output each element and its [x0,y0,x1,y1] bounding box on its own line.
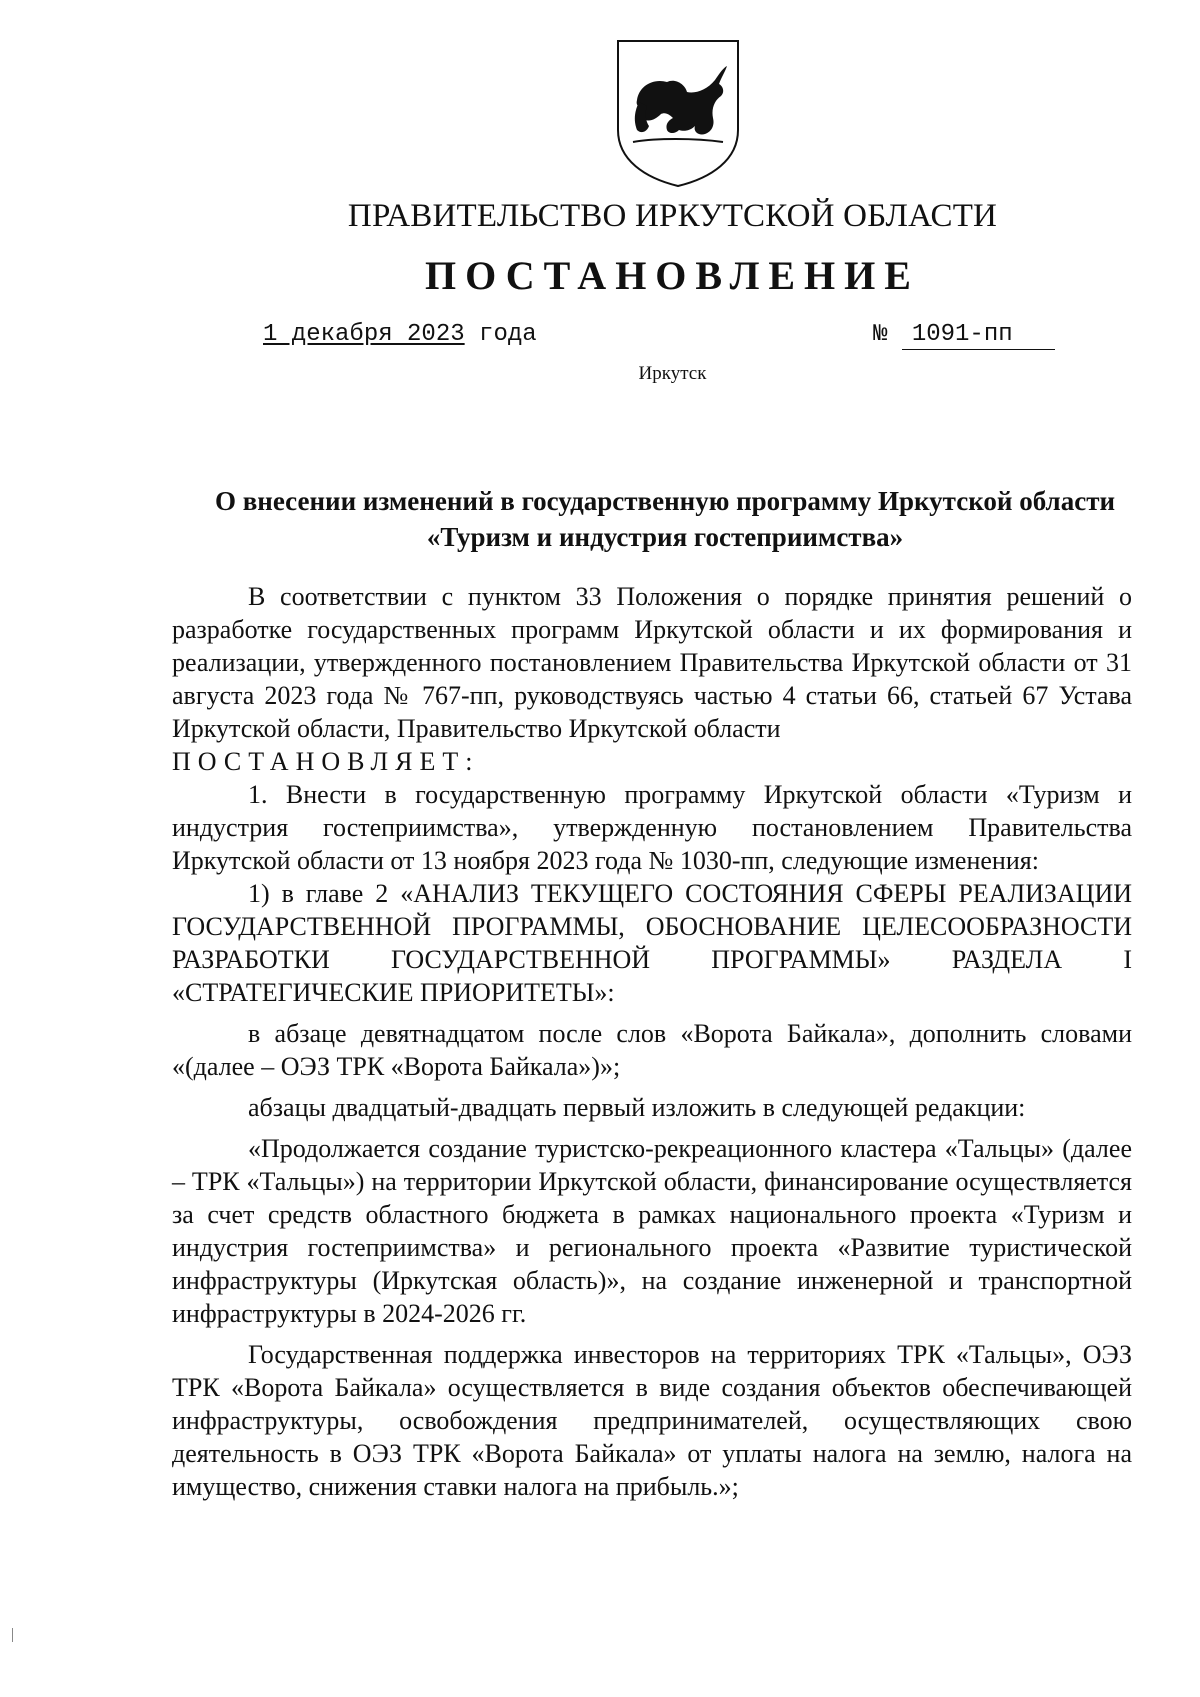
scan-margin-mark [12,1628,13,1642]
paragraph-subitem-1: 1) в главе 2 «АНАЛИЗ ТЕКУЩЕГО СОСТОЯНИЯ СФЕРЫ РЕАЛИЗАЦИИ ГОСУДАРСТВЕННОЙ ПРОГРАММЫ, ОБОСНОВАНИЕ ЦЕЛЕСООБРАЗНОСТИ РАЗРАБОТКИ ГОСУДАРСТВЕННОЙ ПРОГРАММЫ» РАЗДЕЛА I «СТРАТЕГИЧЕСКИЕ ПРИОРИТЕТЫ»: [172,879,1132,1007]
paragraph-quoted-1: «Продолжается создание туристско-рекреационного кластера «Тальцы» (далее – ТРК «Тальцы») на территории Иркутской области, финансирование осуществляется за счет средств областного бюджета в рамках национального проекта «Туризм и индустрия гостеприимства» и регионального проекта «Развитие туристической инфраструктуры (Иркутская область)», на создание инженерной и транспортной инфраструктуры в 2024-2026 гг. [172,1134,1132,1328]
resolves-heading: ПОСТАНОВЛЯЕТ: [172,747,480,776]
document-date [263,321,537,348]
subject-line-2: «Туризм и индустрия гостеприимства» [426,522,904,552]
number-value: 1091-пп [902,321,1055,350]
preamble-paragraph: В соответствии с пунктом 33 Положения о порядке принятия решений о разработке государственных программ Иркутской области и их формирования и реализации, утвержденного постановлением Правительства Иркутской области от 31 августа 2023 года № 767-пп, руководствуясь частью 4 статьи 66, статьей 67 Устава Иркутской области, Правительство Иркутской области [172,582,1132,743]
document-type-title: ПОСТАНОВЛЕНИЕ [425,253,920,298]
paragraph-amendment-1: в абзаце девятнадцатом после слов «Ворота Байкала», дополнить словами «(далее – ОЭЗ ТРК «Ворота Байкала»)»; [172,1019,1132,1081]
irkutsk-coat-of-arms-icon [615,38,741,188]
document-body [172,580,1132,1503]
date-suffix: года [479,321,537,348]
date-value: 1 декабря 2023 [263,321,465,348]
paragraph-amendment-2: абзацы двадцатый-двадцать первый изложить в следующей редакции: [248,1093,1026,1122]
document-number [873,321,1055,350]
number-sign: № [873,321,888,348]
paragraph-item-1: 1. Внести в государственную программу Иркутской области «Туризм и индустрия гостеприимства», утвержденную постановлением Правительства Иркутской области от 13 ноября 2023 года № 1030-пп, следующие изменения: [172,780,1132,875]
subject-line-1: О внесении изменений в государственную программу Иркутской области [214,486,1116,516]
government-name: ПРАВИТЕЛЬСТВО ИРКУТСКОЙ ОБЛАСТИ [347,198,998,234]
document-subject [160,483,1170,555]
city-name: Иркутск [638,363,707,384]
paragraph-quoted-2: Государственная поддержка инвесторов на территориях ТРК «Тальцы», ОЭЗ ТРК «Ворота Байкала» осуществляется в виде создания объектов обеспечивающей инфраструктуры, освобождения предпринимателей, осуществляющих свою деятельность в ОЭЗ ТРК «Ворота Байкала» от уплаты налога на землю, налога на имущество, снижения ставки налога на прибыль.»; [172,1340,1132,1501]
